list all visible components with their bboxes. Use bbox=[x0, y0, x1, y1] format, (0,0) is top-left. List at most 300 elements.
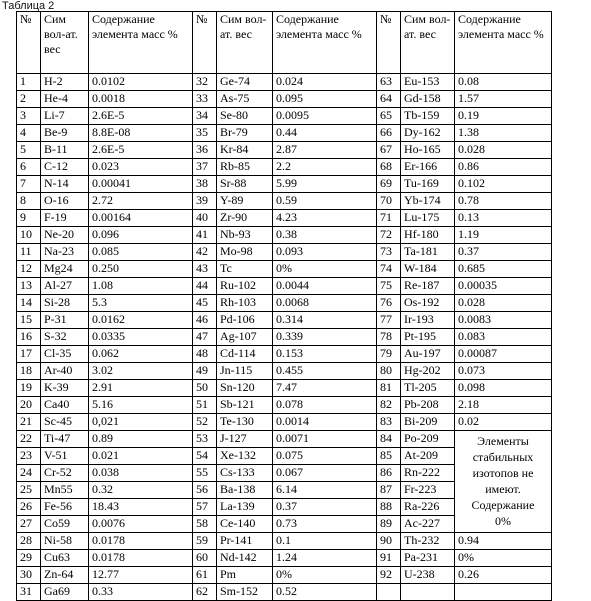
element-number: 27 bbox=[17, 516, 41, 533]
element-content: 0.075 bbox=[273, 448, 377, 465]
table-row bbox=[17, 414, 552, 431]
element-content: 2.91 bbox=[89, 380, 193, 397]
element-content: 2.6E-5 bbox=[89, 142, 193, 159]
element-number: 1 bbox=[17, 74, 41, 91]
header-number: № bbox=[377, 12, 401, 74]
element-number: 40 bbox=[193, 210, 217, 227]
element-number: 83 bbox=[377, 414, 401, 431]
element-number: 60 bbox=[193, 550, 217, 567]
element-symbol: J-127 bbox=[217, 431, 273, 448]
element-symbol: Sm-152 bbox=[217, 584, 273, 601]
element-number: 19 bbox=[17, 380, 41, 397]
element-number: 34 bbox=[193, 108, 217, 125]
element-symbol: Ag-107 bbox=[217, 329, 273, 346]
table-row bbox=[17, 74, 552, 91]
element-content: 3.02 bbox=[89, 363, 193, 380]
table-row bbox=[17, 431, 552, 448]
element-symbol: Cd-114 bbox=[217, 346, 273, 363]
element-content: 0,021 bbox=[89, 414, 193, 431]
element-number: 21 bbox=[17, 414, 41, 431]
element-content: 0.37 bbox=[273, 499, 377, 516]
element-content: 8.8E-08 bbox=[89, 125, 193, 142]
element-number: 46 bbox=[193, 312, 217, 329]
element-content: 2.18 bbox=[455, 397, 552, 414]
element-symbol: Co59 bbox=[41, 516, 89, 533]
element-content: 4.23 bbox=[273, 210, 377, 227]
element-number: 8 bbox=[17, 193, 41, 210]
element-symbol: V-51 bbox=[41, 448, 89, 465]
element-number: 23 bbox=[17, 448, 41, 465]
table-row bbox=[17, 567, 552, 584]
element-content: 0.08 bbox=[455, 74, 552, 91]
element-content: 0.86 bbox=[455, 159, 552, 176]
element-symbol: Tu-169 bbox=[401, 176, 455, 193]
element-symbol: Ta-181 bbox=[401, 244, 455, 261]
element-symbol: K-39 bbox=[41, 380, 89, 397]
table-row bbox=[17, 210, 552, 227]
element-number: 37 bbox=[193, 159, 217, 176]
element-symbol: H-2 bbox=[41, 74, 89, 91]
element-content: 0.093 bbox=[273, 244, 377, 261]
element-number: 24 bbox=[17, 465, 41, 482]
element-symbol: Rb-85 bbox=[217, 159, 273, 176]
element-number: 77 bbox=[377, 312, 401, 329]
element-content: 0.73 bbox=[273, 516, 377, 533]
element-symbol: Sb-121 bbox=[217, 397, 273, 414]
element-content: 0.455 bbox=[273, 363, 377, 380]
element-content: 0.0018 bbox=[89, 91, 193, 108]
element-number: 80 bbox=[377, 363, 401, 380]
element-number: 62 bbox=[193, 584, 217, 601]
element-number: 71 bbox=[377, 210, 401, 227]
element-symbol: Sr-88 bbox=[217, 176, 273, 193]
element-symbol: Ga69 bbox=[41, 584, 89, 601]
element-symbol: Pr-141 bbox=[217, 533, 273, 550]
element-content: 0.024 bbox=[273, 74, 377, 91]
element-symbol: Kr-84 bbox=[217, 142, 273, 159]
element-symbol: P-31 bbox=[41, 312, 89, 329]
element-content: 0.02 bbox=[455, 414, 552, 431]
element-number: 84 bbox=[377, 431, 401, 448]
element-number: 79 bbox=[377, 346, 401, 363]
element-number: 69 bbox=[377, 176, 401, 193]
element-symbol: Br-79 bbox=[217, 125, 273, 142]
element-number: 7 bbox=[17, 176, 41, 193]
element-content: 0.0071 bbox=[273, 431, 377, 448]
element-content: 0.0335 bbox=[89, 329, 193, 346]
element-content: 0.250 bbox=[89, 261, 193, 278]
element-symbol: Cr-52 bbox=[41, 465, 89, 482]
element-number: 57 bbox=[193, 499, 217, 516]
note-line: имеют. bbox=[485, 482, 521, 496]
element-number: 58 bbox=[193, 516, 217, 533]
element-content: 0.0076 bbox=[89, 516, 193, 533]
element-content: 0.314 bbox=[273, 312, 377, 329]
note-line: Содержание bbox=[471, 498, 535, 512]
element-symbol: Au-197 bbox=[401, 346, 455, 363]
element-content: 0.00164 bbox=[89, 210, 193, 227]
element-number: 4 bbox=[17, 125, 41, 142]
element-number: 73 bbox=[377, 244, 401, 261]
element-number: 53 bbox=[193, 431, 217, 448]
element-symbol: Ne-20 bbox=[41, 227, 89, 244]
element-symbol: Xe-132 bbox=[217, 448, 273, 465]
element-number: 86 bbox=[377, 465, 401, 482]
element-number: 48 bbox=[193, 346, 217, 363]
no-stable-isotopes-note bbox=[455, 431, 552, 533]
element-symbol: Pt-195 bbox=[401, 329, 455, 346]
element-number: 10 bbox=[17, 227, 41, 244]
element-number: 42 bbox=[193, 244, 217, 261]
element-number: 74 bbox=[377, 261, 401, 278]
element-number: 6 bbox=[17, 159, 41, 176]
element-number: 16 bbox=[17, 329, 41, 346]
element-content: 0.26 bbox=[455, 567, 552, 584]
element-symbol: Re-187 bbox=[401, 278, 455, 295]
element-symbol: Ra-226 bbox=[401, 499, 455, 516]
element-symbol: Bi-209 bbox=[401, 414, 455, 431]
table-row bbox=[17, 363, 552, 380]
element-symbol: Tb-159 bbox=[401, 108, 455, 125]
element-number: 26 bbox=[17, 499, 41, 516]
element-symbol: F-19 bbox=[41, 210, 89, 227]
element-symbol: At-209 bbox=[401, 448, 455, 465]
element-symbol: Ho-165 bbox=[401, 142, 455, 159]
element-symbol: O-16 bbox=[41, 193, 89, 210]
element-symbol: Pm bbox=[217, 567, 273, 584]
element-content: 0% bbox=[455, 550, 552, 567]
element-content: 0.038 bbox=[89, 465, 193, 482]
element-number: 61 bbox=[193, 567, 217, 584]
element-symbol: Se-80 bbox=[217, 108, 273, 125]
element-number: 38 bbox=[193, 176, 217, 193]
table-row bbox=[17, 125, 552, 142]
element-content: 0.083 bbox=[455, 329, 552, 346]
element-number: 64 bbox=[377, 91, 401, 108]
element-symbol: W-184 bbox=[401, 261, 455, 278]
element-content: 0.085 bbox=[89, 244, 193, 261]
element-symbol: Pb-208 bbox=[401, 397, 455, 414]
element-number: 65 bbox=[377, 108, 401, 125]
element-content: 0.023 bbox=[89, 159, 193, 176]
element-symbol: Pd-106 bbox=[217, 312, 273, 329]
element-symbol: Er-166 bbox=[401, 159, 455, 176]
element-number: 90 bbox=[377, 533, 401, 550]
element-symbol: Mg24 bbox=[41, 261, 89, 278]
element-number: 85 bbox=[377, 448, 401, 465]
element-number: 3 bbox=[17, 108, 41, 125]
element-symbol: C-12 bbox=[41, 159, 89, 176]
table-row bbox=[17, 142, 552, 159]
element-number: 11 bbox=[17, 244, 41, 261]
element-symbol: He-4 bbox=[41, 91, 89, 108]
table-row bbox=[17, 295, 552, 312]
element-content: 0.37 bbox=[455, 244, 552, 261]
element-content: 0.028 bbox=[455, 295, 552, 312]
table-row bbox=[17, 261, 552, 278]
element-symbol: Pa-231 bbox=[401, 550, 455, 567]
element-content: 0.78 bbox=[455, 193, 552, 210]
table-row bbox=[17, 176, 552, 193]
element-symbol: Al-27 bbox=[41, 278, 89, 295]
header-content: Содержание элемента масс % bbox=[89, 12, 193, 74]
element-number: 76 bbox=[377, 295, 401, 312]
element-content: 0.0068 bbox=[273, 295, 377, 312]
element-content: 0.095 bbox=[273, 91, 377, 108]
element-symbol: Y-89 bbox=[217, 193, 273, 210]
header-content: Содержание элемента масс % bbox=[455, 12, 552, 74]
element-content: 5.99 bbox=[273, 176, 377, 193]
element-symbol: Hf-180 bbox=[401, 227, 455, 244]
empty-cell bbox=[377, 584, 401, 601]
table-caption: Таблица 2 bbox=[2, 0, 55, 12]
element-symbol: Ce-140 bbox=[217, 516, 273, 533]
element-symbol: Rn-222 bbox=[401, 465, 455, 482]
element-number: 33 bbox=[193, 91, 217, 108]
table-row bbox=[17, 159, 552, 176]
element-number: 56 bbox=[193, 482, 217, 499]
element-content: 0.0102 bbox=[89, 74, 193, 91]
element-number: 75 bbox=[377, 278, 401, 295]
element-content: 0.00035 bbox=[455, 278, 552, 295]
element-symbol: Dy-162 bbox=[401, 125, 455, 142]
element-number: 15 bbox=[17, 312, 41, 329]
table-row bbox=[17, 550, 552, 567]
element-number: 50 bbox=[193, 380, 217, 397]
element-symbol: Fe-56 bbox=[41, 499, 89, 516]
element-content: 1.08 bbox=[89, 278, 193, 295]
element-number: 17 bbox=[17, 346, 41, 363]
header-row bbox=[17, 12, 552, 74]
element-number: 20 bbox=[17, 397, 41, 414]
element-content: 0.153 bbox=[273, 346, 377, 363]
element-symbol: Yb-174 bbox=[401, 193, 455, 210]
note-line: Элементы bbox=[477, 434, 529, 448]
table-row bbox=[17, 584, 552, 601]
element-number: 36 bbox=[193, 142, 217, 159]
table-row bbox=[17, 278, 552, 295]
element-content: 12.77 bbox=[89, 567, 193, 584]
table-row bbox=[17, 380, 552, 397]
empty-cell bbox=[401, 584, 455, 601]
element-content: 0.59 bbox=[273, 193, 377, 210]
element-number: 54 bbox=[193, 448, 217, 465]
element-number: 70 bbox=[377, 193, 401, 210]
element-symbol: Mn55 bbox=[41, 482, 89, 499]
element-content: 0.028 bbox=[455, 142, 552, 159]
table-row bbox=[17, 193, 552, 210]
element-content: 6.14 bbox=[273, 482, 377, 499]
element-symbol: La-139 bbox=[217, 499, 273, 516]
element-number: 49 bbox=[193, 363, 217, 380]
element-content: 2.72 bbox=[89, 193, 193, 210]
element-content: 0.0083 bbox=[455, 312, 552, 329]
header-content: Содержание элемента масс % bbox=[273, 12, 377, 74]
element-content: 0.33 bbox=[89, 584, 193, 601]
element-number: 68 bbox=[377, 159, 401, 176]
element-number: 72 bbox=[377, 227, 401, 244]
element-content: 1.57 bbox=[455, 91, 552, 108]
element-number: 2 bbox=[17, 91, 41, 108]
element-content: 0.19 bbox=[455, 108, 552, 125]
isotope-content-table bbox=[16, 11, 552, 601]
element-number: 29 bbox=[17, 550, 41, 567]
element-symbol: Ba-138 bbox=[217, 482, 273, 499]
element-number: 55 bbox=[193, 465, 217, 482]
element-content: 0.1 bbox=[273, 533, 377, 550]
header-symbol: Сим вол-ат. вес bbox=[217, 12, 273, 74]
element-symbol: Cl-35 bbox=[41, 346, 89, 363]
element-symbol: Zr-90 bbox=[217, 210, 273, 227]
element-number: 12 bbox=[17, 261, 41, 278]
table-row bbox=[17, 533, 552, 550]
element-number: 87 bbox=[377, 482, 401, 499]
element-symbol: Cs-133 bbox=[217, 465, 273, 482]
element-content: 0.096 bbox=[89, 227, 193, 244]
element-symbol: Ru-102 bbox=[217, 278, 273, 295]
element-content: 0.94 bbox=[455, 533, 552, 550]
element-number: 82 bbox=[377, 397, 401, 414]
element-symbol: Na-23 bbox=[41, 244, 89, 261]
element-content: 0% bbox=[273, 261, 377, 278]
element-symbol: Lu-175 bbox=[401, 210, 455, 227]
note-line: 0% bbox=[495, 514, 511, 528]
element-content: 0.13 bbox=[455, 210, 552, 227]
element-content: 0.339 bbox=[273, 329, 377, 346]
element-number: 14 bbox=[17, 295, 41, 312]
element-content: 0.0178 bbox=[89, 550, 193, 567]
element-content: 1.19 bbox=[455, 227, 552, 244]
element-content: 0.0162 bbox=[89, 312, 193, 329]
element-content: 5.3 bbox=[89, 295, 193, 312]
element-content: 0.38 bbox=[273, 227, 377, 244]
element-symbol: Ar-40 bbox=[41, 363, 89, 380]
note-line: стабильных bbox=[472, 450, 534, 464]
note-line: изотопов не bbox=[472, 466, 534, 480]
header-symbol: Сим вол-ат. вес bbox=[41, 12, 89, 74]
element-content: 5.16 bbox=[89, 397, 193, 414]
element-symbol: Ni-58 bbox=[41, 533, 89, 550]
element-symbol: Sc-45 bbox=[41, 414, 89, 431]
element-number: 89 bbox=[377, 516, 401, 533]
element-symbol: Rh-103 bbox=[217, 295, 273, 312]
element-number: 22 bbox=[17, 431, 41, 448]
element-content: 1.24 bbox=[273, 550, 377, 567]
table-row bbox=[17, 244, 552, 261]
element-number: 43 bbox=[193, 261, 217, 278]
element-content: 0.098 bbox=[455, 380, 552, 397]
header-number: № bbox=[17, 12, 41, 74]
element-content: 0% bbox=[273, 567, 377, 584]
element-number: 31 bbox=[17, 584, 41, 601]
element-symbol: Hg-202 bbox=[401, 363, 455, 380]
element-symbol: Tc bbox=[217, 261, 273, 278]
table-row bbox=[17, 346, 552, 363]
element-symbol: Ge-74 bbox=[217, 74, 273, 91]
element-content: 0.0044 bbox=[273, 278, 377, 295]
element-content: 0.078 bbox=[273, 397, 377, 414]
element-number: 81 bbox=[377, 380, 401, 397]
element-symbol: S-32 bbox=[41, 329, 89, 346]
element-symbol: Os-192 bbox=[401, 295, 455, 312]
element-symbol: Gd-158 bbox=[401, 91, 455, 108]
element-symbol: Mo-98 bbox=[217, 244, 273, 261]
element-content: 0.067 bbox=[273, 465, 377, 482]
element-number: 32 bbox=[193, 74, 217, 91]
element-symbol: U-238 bbox=[401, 567, 455, 584]
element-symbol: Th-232 bbox=[401, 533, 455, 550]
element-content: 0.00041 bbox=[89, 176, 193, 193]
element-content: 0.062 bbox=[89, 346, 193, 363]
element-number: 92 bbox=[377, 567, 401, 584]
empty-cell bbox=[455, 584, 552, 601]
element-content: 0.0095 bbox=[273, 108, 377, 125]
element-number: 47 bbox=[193, 329, 217, 346]
element-content: 2.87 bbox=[273, 142, 377, 159]
element-symbol: Cu63 bbox=[41, 550, 89, 567]
element-number: 25 bbox=[17, 482, 41, 499]
element-symbol: Ti-47 bbox=[41, 431, 89, 448]
table-row bbox=[17, 108, 552, 125]
element-number: 59 bbox=[193, 533, 217, 550]
element-content: 0.00087 bbox=[455, 346, 552, 363]
element-symbol: Sn-120 bbox=[217, 380, 273, 397]
header-symbol: Сим вол-ат. вес bbox=[401, 12, 455, 74]
element-content: 0.021 bbox=[89, 448, 193, 465]
element-number: 44 bbox=[193, 278, 217, 295]
element-number: 5 bbox=[17, 142, 41, 159]
element-symbol: Tl-205 bbox=[401, 380, 455, 397]
element-number: 67 bbox=[377, 142, 401, 159]
element-symbol: Ir-193 bbox=[401, 312, 455, 329]
element-number: 41 bbox=[193, 227, 217, 244]
element-number: 30 bbox=[17, 567, 41, 584]
element-number: 63 bbox=[377, 74, 401, 91]
element-symbol: Po-209 bbox=[401, 431, 455, 448]
element-number: 51 bbox=[193, 397, 217, 414]
element-content: 0.44 bbox=[273, 125, 377, 142]
element-content: 0.0014 bbox=[273, 414, 377, 431]
element-number: 13 bbox=[17, 278, 41, 295]
table-row bbox=[17, 227, 552, 244]
element-symbol: Ac-227 bbox=[401, 516, 455, 533]
header-number: № bbox=[193, 12, 217, 74]
table-row bbox=[17, 312, 552, 329]
element-number: 39 bbox=[193, 193, 217, 210]
element-symbol: Eu-153 bbox=[401, 74, 455, 91]
element-content: 7.47 bbox=[273, 380, 377, 397]
element-symbol: Ca40 bbox=[41, 397, 89, 414]
element-symbol: Jn-115 bbox=[217, 363, 273, 380]
element-content: 2.6E-5 bbox=[89, 108, 193, 125]
element-number: 78 bbox=[377, 329, 401, 346]
element-symbol: N-14 bbox=[41, 176, 89, 193]
element-number: 35 bbox=[193, 125, 217, 142]
table-row bbox=[17, 397, 552, 414]
element-number: 28 bbox=[17, 533, 41, 550]
element-number: 18 bbox=[17, 363, 41, 380]
element-symbol: Zn-64 bbox=[41, 567, 89, 584]
element-number: 88 bbox=[377, 499, 401, 516]
table-row bbox=[17, 91, 552, 108]
element-symbol: Be-9 bbox=[41, 125, 89, 142]
element-content: 1.38 bbox=[455, 125, 552, 142]
element-number: 52 bbox=[193, 414, 217, 431]
element-symbol: Nd-142 bbox=[217, 550, 273, 567]
element-number: 9 bbox=[17, 210, 41, 227]
element-symbol: Fr-223 bbox=[401, 482, 455, 499]
element-number: 66 bbox=[377, 125, 401, 142]
